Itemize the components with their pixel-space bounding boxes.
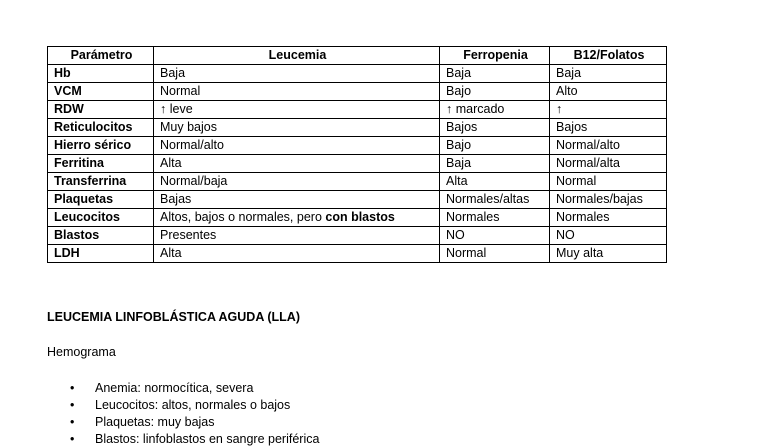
row-param: RDW (48, 101, 154, 119)
table-row (48, 173, 667, 191)
cell-ferropenia: Normales/altas (440, 191, 550, 209)
cell-leucemia: Alta (154, 245, 440, 263)
cell-ferropenia: Normales (440, 209, 550, 227)
bullet-icon: • (70, 398, 75, 412)
cell-ferropenia: Bajo (440, 137, 550, 155)
cell-b12: Normal (550, 173, 667, 191)
row-param: Reticulocitos (48, 119, 154, 137)
bullet-list (0, 380, 319, 448)
row-param: Hb (48, 65, 154, 83)
cell-b12: Normales/bajas (550, 191, 667, 209)
table-row (48, 227, 667, 245)
list-item (0, 380, 319, 397)
row-param: Leucocitos (48, 209, 154, 227)
cell-b12: Bajos (550, 119, 667, 137)
cell-leucemia (154, 209, 440, 227)
cell-b12: NO (550, 227, 667, 245)
bullet-icon: • (70, 415, 75, 429)
comparison-table (47, 46, 667, 263)
table-row (48, 83, 667, 101)
cell-leucemia-bold: con blastos (325, 210, 395, 224)
table-row (48, 209, 667, 227)
header-b12-folatos: B12/Folatos (550, 47, 667, 65)
cell-b12: Baja (550, 65, 667, 83)
table-row (48, 119, 667, 137)
row-param: Transferrina (48, 173, 154, 191)
section-title: LEUCEMIA LINFOBLÁSTICA AGUDA (LLA) (47, 310, 300, 324)
row-param: LDH (48, 245, 154, 263)
cell-leucemia: Muy bajos (154, 119, 440, 137)
header-leucemia: Leucemia (154, 47, 440, 65)
row-param: Ferritina (48, 155, 154, 173)
bullet-icon: • (70, 381, 75, 395)
cell-b12: Normales (550, 209, 667, 227)
table-row (48, 191, 667, 209)
row-param: Hierro sérico (48, 137, 154, 155)
cell-ferropenia: Bajos (440, 119, 550, 137)
cell-leucemia: Baja (154, 65, 440, 83)
cell-b12: Normal/alto (550, 137, 667, 155)
cell-ferropenia: Normal (440, 245, 550, 263)
cell-leucemia: Presentes (154, 227, 440, 245)
list-item-text: Anemia: normocítica, severa (95, 381, 254, 395)
table-row (48, 137, 667, 155)
cell-ferropenia: Alta (440, 173, 550, 191)
cell-b12: Muy alta (550, 245, 667, 263)
cell-leucemia: ↑ leve (154, 101, 440, 119)
list-item-text: Plaquetas: muy bajas (95, 415, 215, 429)
list-item-text: Blastos: linfoblastos en sangre periférica (95, 432, 320, 446)
list-item (0, 414, 319, 431)
table-row (48, 245, 667, 263)
cell-leucemia: Normal (154, 83, 440, 101)
header-parametro: Parámetro (48, 47, 154, 65)
row-param: VCM (48, 83, 154, 101)
cell-b12: Normal/alta (550, 155, 667, 173)
cell-leucemia: Normal/alto (154, 137, 440, 155)
cell-leucemia: Alta (154, 155, 440, 173)
cell-ferropenia: Bajo (440, 83, 550, 101)
list-item (0, 431, 319, 448)
cell-leucemia: Bajas (154, 191, 440, 209)
cell-leucemia: Normal/baja (154, 173, 440, 191)
cell-b12: Alto (550, 83, 667, 101)
list-item-text: Leucocitos: altos, normales o bajos (95, 398, 291, 412)
section-subtitle: Hemograma (47, 345, 116, 359)
table-row (48, 101, 667, 119)
table-header-row (48, 47, 667, 65)
table-row (48, 155, 667, 173)
cell-ferropenia: Baja (440, 65, 550, 83)
row-param: Blastos (48, 227, 154, 245)
row-param: Plaquetas (48, 191, 154, 209)
cell-b12: ↑ (550, 101, 667, 119)
bullet-icon: • (70, 432, 75, 446)
cell-ferropenia: Baja (440, 155, 550, 173)
table-row (48, 65, 667, 83)
cell-leucemia-prefix: Altos, bajos o normales, pero (160, 210, 326, 224)
cell-ferropenia: NO (440, 227, 550, 245)
header-ferropenia: Ferropenia (440, 47, 550, 65)
cell-ferropenia: ↑ marcado (440, 101, 550, 119)
list-item (0, 397, 319, 414)
